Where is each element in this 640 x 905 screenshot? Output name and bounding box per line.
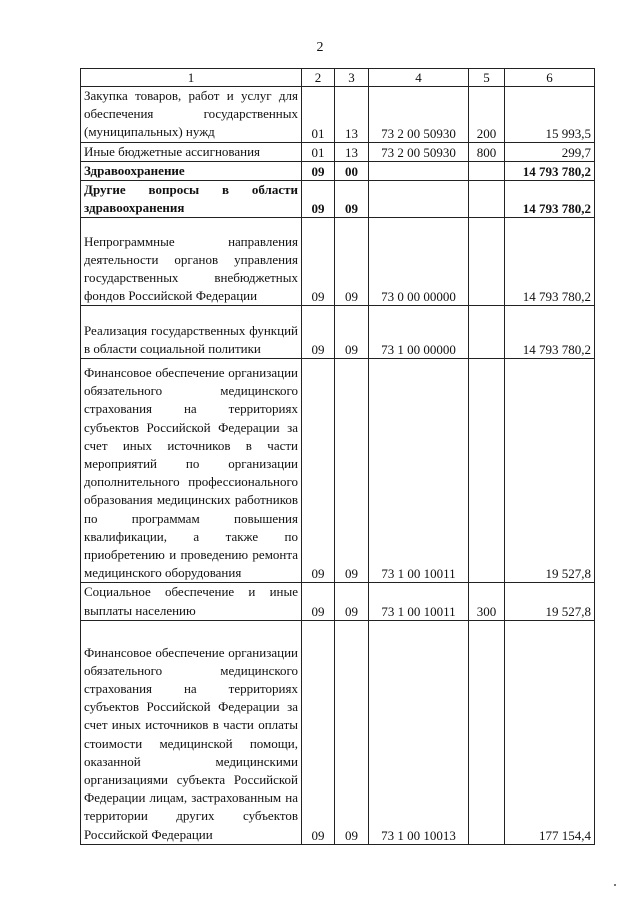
table-row [81,142,595,161]
amount-cell: 14 793 780,2 [505,181,595,218]
subsection-code-cell: 13 [335,142,369,161]
column-header: 4 [369,69,469,87]
target-article-cell: 73 1 00 10011 [369,583,469,620]
subsection-code-cell: 13 [335,87,369,143]
expense-type-cell [469,620,505,844]
column-header: 6 [505,69,595,87]
expense-type-cell [469,306,505,359]
row-name-cell: Другие вопросы в области здравоохранения [81,181,302,218]
expense-type-cell [469,161,505,180]
section-code-cell: 09 [302,161,335,180]
column-header: 2 [302,69,335,87]
column-header: 5 [469,69,505,87]
row-name-cell: Закупка товаров, работ и услуг для обеспечения государственных (муниципальных) нужд [81,87,302,143]
subsection-code-cell: 09 [335,218,369,306]
target-article-cell [369,161,469,180]
target-article-cell: 73 0 00 00000 [369,218,469,306]
expense-type-cell: 300 [469,583,505,620]
section-code-cell: 09 [302,359,335,583]
column-header: 1 [81,69,302,87]
section-code-cell: 09 [302,620,335,844]
amount-cell: 15 993,5 [505,87,595,143]
table-row [81,87,595,143]
subsection-code-cell: 09 [335,306,369,359]
expense-type-cell [469,359,505,583]
target-article-cell [369,181,469,218]
table-row [81,161,595,180]
row-name-cell: Иные бюджетные ассигнования [81,142,302,161]
row-name-cell: Здравоохранение [81,161,302,180]
subsection-code-cell: 09 [335,359,369,583]
section-code-cell: 09 [302,218,335,306]
scan-speck [614,884,616,886]
section-code-cell: 09 [302,181,335,218]
expense-type-cell [469,181,505,218]
budget-table-body [81,69,595,845]
column-number-row [81,69,595,87]
table-row [81,306,595,359]
amount-cell: 299,7 [505,142,595,161]
budget-table [80,68,595,845]
target-article-cell: 73 2 00 50930 [369,87,469,143]
amount-cell: 19 527,8 [505,359,595,583]
table-row [81,181,595,218]
amount-cell: 14 793 780,2 [505,161,595,180]
subsection-code-cell: 09 [335,583,369,620]
target-article-cell: 73 1 00 00000 [369,306,469,359]
section-code-cell: 01 [302,87,335,143]
row-name-cell: Непрограммные направления деятельности органов управления государственных внебюджетных фондов Российской Федерации [81,218,302,306]
subsection-code-cell: 00 [335,161,369,180]
row-name-cell: Финансовое обеспечение организации обязательного медицинского страхования на территориях субъектов Российской Федерации за счет иных источников в части оплаты стоимости медицинской помощи, оказанной медицинскими организациями субъекта Российской Федерации лицам, застрахованным на территории других субъектов Российской Федерации [81,620,302,844]
row-name-cell: Реализация государственных функций в области социальной политики [81,306,302,359]
expense-type-cell [469,218,505,306]
section-code-cell: 01 [302,142,335,161]
target-article-cell: 73 2 00 50930 [369,142,469,161]
target-article-cell: 73 1 00 10011 [369,359,469,583]
amount-cell: 14 793 780,2 [505,306,595,359]
expense-type-cell: 800 [469,142,505,161]
amount-cell: 14 793 780,2 [505,218,595,306]
amount-cell: 19 527,8 [505,583,595,620]
table-row [81,218,595,306]
row-name-cell: Финансовое обеспечение организации обязательного медицинского страхования на территориях субъектов Российской Федерации за счет иных источников в части мероприятий по организации дополнительного профессионального образования медицинских работников по программам повышения квалификации, а также по приобретению и проведению ремонта медицинского оборудования [81,359,302,583]
row-name-cell: Социальное обеспечение и иные выплаты населению [81,583,302,620]
amount-cell: 177 154,4 [505,620,595,844]
expense-type-cell: 200 [469,87,505,143]
table-row [81,583,595,620]
page-number: 2 [316,40,324,55]
table-row [81,359,595,583]
column-header: 3 [335,69,369,87]
section-code-cell: 09 [302,306,335,359]
section-code-cell: 09 [302,583,335,620]
subsection-code-cell: 09 [335,181,369,218]
subsection-code-cell: 09 [335,620,369,844]
table-row [81,620,595,844]
target-article-cell: 73 1 00 10013 [369,620,469,844]
